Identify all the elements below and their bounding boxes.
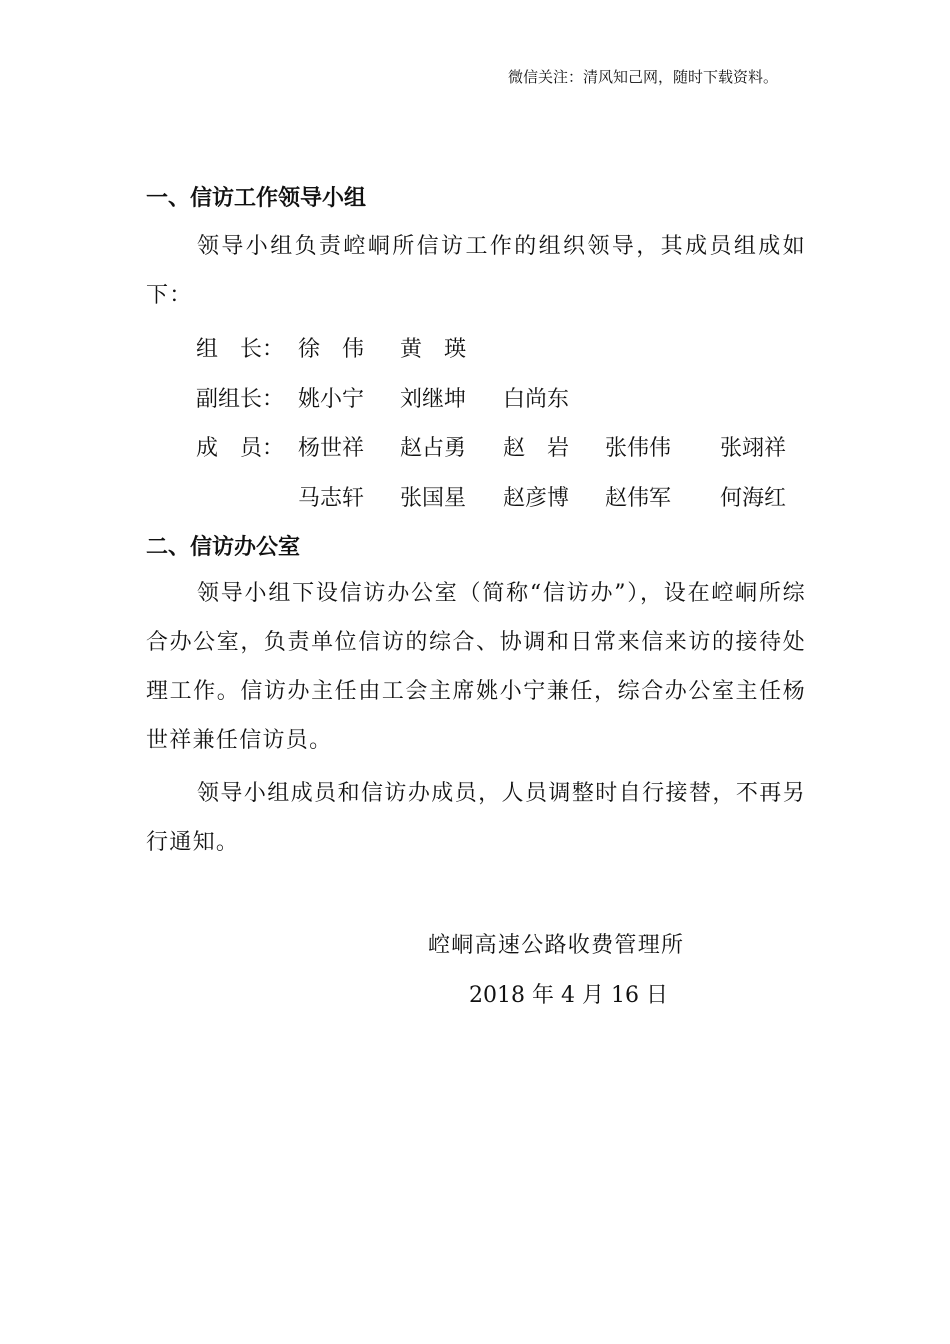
deputy-name-3: 白尚东 bbox=[503, 387, 570, 412]
signature-org: 崆峒高速公路收费管理所 bbox=[428, 933, 685, 958]
member-name: 赵彦博 bbox=[503, 486, 570, 511]
leader-label: 组 长： bbox=[196, 337, 285, 362]
leader-name-2: 黄 瑛 bbox=[400, 337, 467, 362]
leader-name-1: 徐 伟 bbox=[298, 337, 365, 362]
member-name: 张翊祥 bbox=[720, 436, 787, 461]
member-name: 赵占勇 bbox=[400, 436, 467, 461]
header-note: 微信关注：清风知己网，随时下载资料。 bbox=[508, 68, 779, 86]
section2-paragraph-2: 领导小组成员和信访办成员，人员调整时自行接替，不再另行通知。 bbox=[146, 781, 806, 855]
deputy-label: 副组长： bbox=[196, 387, 285, 412]
member-name: 马志轩 bbox=[298, 486, 365, 511]
signature-date: 2018 年 4 月 16 日 bbox=[469, 983, 668, 1008]
section1-intro: 领导小组负责崆峒所信访工作的组织领导，其成员组成如下： bbox=[146, 234, 806, 308]
section2-heading: 二、信访办公室 bbox=[146, 535, 301, 560]
member-name: 赵 岩 bbox=[503, 436, 570, 461]
deputy-name-1: 姚小宁 bbox=[298, 387, 365, 412]
member-name: 杨世祥 bbox=[298, 436, 365, 461]
member-name: 张国星 bbox=[400, 486, 467, 511]
section1-heading: 一、信访工作领导小组 bbox=[146, 186, 367, 211]
member-name: 张伟伟 bbox=[605, 436, 672, 461]
member-name: 何海红 bbox=[720, 486, 787, 511]
deputy-name-2: 刘继坤 bbox=[400, 387, 467, 412]
members-label: 成 员： bbox=[196, 436, 285, 461]
section2-paragraph-1: 领导小组下设信访办公室（简称“信访办”），设在崆峒所综合办公室，负责单位信访的综合、协调和日常来信来访的接待处理工作。信访办主任由工会主席姚小宁兼任，综合办公室主任杨世祥兼任信访员。 bbox=[146, 581, 806, 753]
member-name: 赵伟军 bbox=[605, 486, 672, 511]
